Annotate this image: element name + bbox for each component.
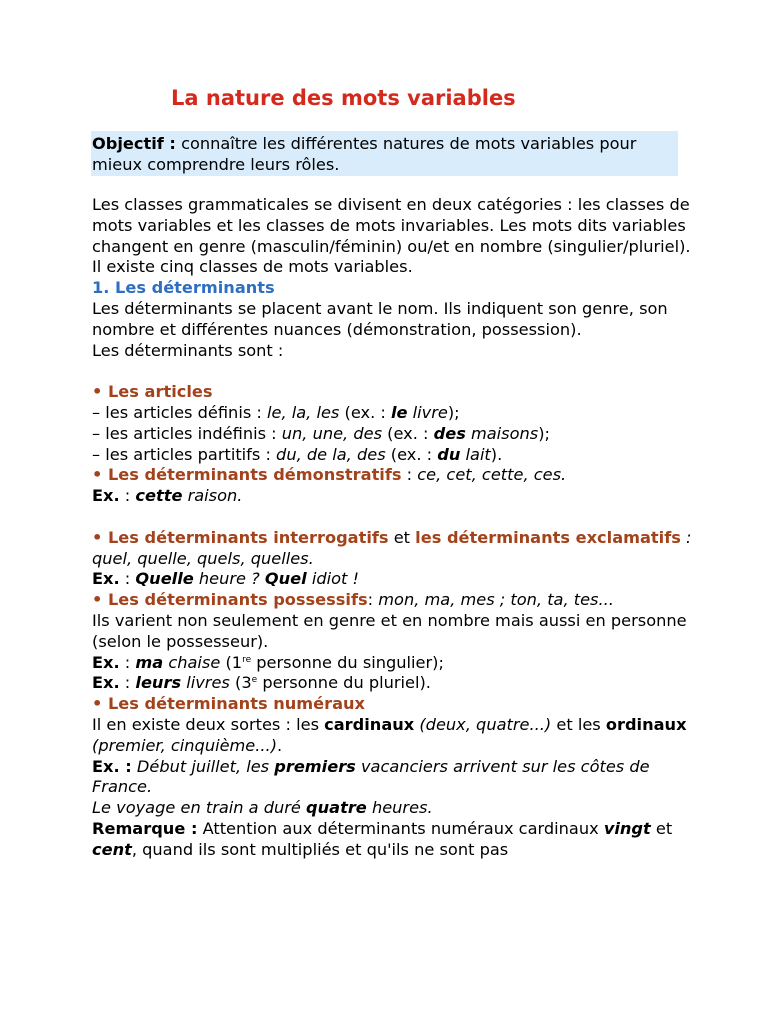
text: (ex. : xyxy=(339,402,391,422)
example-label: Ex. xyxy=(92,569,120,589)
page-title: La nature des mots variables xyxy=(171,86,516,110)
example-bold: quatre xyxy=(306,798,367,818)
example-italic: livres xyxy=(181,673,230,693)
example-bold: ma xyxy=(135,652,164,672)
text: ); xyxy=(447,402,460,422)
heading-interrogatifs: • Les déterminants interrogatifs xyxy=(92,527,389,547)
text: Attention aux déterminants numéraux cardinaux xyxy=(197,818,604,838)
italic-term: (premier, cinquième...) xyxy=(92,735,278,755)
text: et les xyxy=(551,714,606,734)
line-demonstratifs xyxy=(92,465,692,486)
text: ); xyxy=(538,423,550,443)
text: . xyxy=(277,735,283,755)
spacer xyxy=(92,361,692,382)
text: – les articles partitifs : xyxy=(92,444,277,464)
text: : xyxy=(119,569,136,589)
italic-term: (deux, quatre...) xyxy=(414,714,552,734)
example-italic: Le voyage en train a duré xyxy=(92,798,307,818)
example-bold: Quel xyxy=(264,569,307,589)
line-articles-indefinis xyxy=(92,424,692,445)
text: Il en existe deux sortes : les xyxy=(92,714,325,734)
example-italic: lait xyxy=(460,444,491,464)
text: : xyxy=(401,465,418,485)
example-demonstratifs xyxy=(92,486,692,507)
text: : xyxy=(119,486,136,506)
text: – les articles définis : xyxy=(92,402,267,422)
example-italic: heure ? xyxy=(193,569,265,589)
example-bold: Quelle xyxy=(135,569,194,589)
example-numeraux-2 xyxy=(92,798,692,819)
heading-demonstratifs: • Les déterminants démonstratifs xyxy=(92,465,402,485)
words: un, une, des xyxy=(281,423,383,443)
text: et xyxy=(388,527,416,547)
heading-articles: • Les articles xyxy=(92,382,213,402)
example-interrogatifs xyxy=(92,569,692,590)
example-bold: vingt xyxy=(603,818,651,838)
words: mon, ma, mes ; ton, ta, tes... xyxy=(378,590,614,610)
example-bold: cette xyxy=(135,486,183,506)
example-bold: premiers xyxy=(274,756,356,776)
text: personne du pluriel). xyxy=(257,673,431,693)
example-italic: vacanciers arrivent sur les côtes de France. xyxy=(92,756,650,797)
example-italic: raison. xyxy=(182,486,243,506)
numeraux-line-1 xyxy=(92,715,692,757)
text: ). xyxy=(490,444,503,464)
text: (ex. : xyxy=(382,423,434,443)
document-body xyxy=(92,195,692,861)
line-articles-definis xyxy=(92,403,692,424)
line-articles-partitifs xyxy=(92,445,692,466)
text: , quand ils sont multipliés et qu'ils ne sont pas xyxy=(131,839,509,859)
text: : xyxy=(367,590,379,610)
example-italic: heures. xyxy=(366,798,433,818)
remark-paragraph xyxy=(92,819,692,861)
bold-term: ordinaux xyxy=(605,714,687,734)
example-bold: du xyxy=(437,444,461,464)
possessifs-description: Ils varient non seulement en genre et en nombre mais aussi en personne (selon le possesseur). xyxy=(92,610,687,651)
objective-body: connaître les différentes natures de mots variables pour mieux comprendre leurs rôles. xyxy=(92,134,637,174)
example-bold: cent xyxy=(92,839,132,859)
words: le, la, les xyxy=(267,402,340,422)
heading-possessifs: • Les déterminants possessifs xyxy=(92,590,368,610)
text: : xyxy=(119,673,136,693)
example-italic: livre xyxy=(407,402,448,422)
text: et xyxy=(650,818,673,838)
superscript: e xyxy=(251,675,258,686)
spacer xyxy=(92,507,692,528)
intro-paragraph: Les classes grammaticales se divisent en deux catégories : les classes de mots variables et les classes de mots invariables. Les mots dits variables changent en genre (masculin/féminin) ou/et en nombre (singulier/pluriel). Il existe cinq classes de mots variables. xyxy=(92,195,691,277)
determinants-description: Les déterminants se placent avant le nom. Ils indiquent son genre, son nombre et différentes nuances (démonstration, possession). xyxy=(92,298,668,339)
example-possessifs-2 xyxy=(92,673,692,694)
bold-term: cardinaux xyxy=(324,714,415,734)
superscript: re xyxy=(242,654,252,665)
example-bold: le xyxy=(390,402,408,422)
text: personne du singulier); xyxy=(251,652,444,672)
heading-exclamatifs: les déterminants exclamatifs xyxy=(415,527,681,547)
words: : quel, quelle, quels, quelles. xyxy=(92,527,692,568)
example-label: Ex. xyxy=(92,673,120,693)
example-label: Ex. : xyxy=(92,756,132,776)
example-italic: chaise xyxy=(163,652,221,672)
example-italic: idiot ! xyxy=(306,569,359,589)
line-possessifs xyxy=(92,590,692,611)
example-bold: leurs xyxy=(135,673,182,693)
text: (3 xyxy=(229,673,252,693)
example-numeraux-1 xyxy=(92,757,692,799)
determinants-list-intro: Les déterminants sont : xyxy=(92,340,284,360)
example-italic: maisons xyxy=(465,423,539,443)
example-label: Ex. xyxy=(92,486,120,506)
text: (ex. : xyxy=(385,444,438,464)
remark-label: Remarque : xyxy=(92,818,198,838)
words: ce, cet, cette, ces. xyxy=(417,465,567,485)
objective-label: Objectif : xyxy=(92,134,176,153)
example-bold: des xyxy=(433,423,466,443)
section-heading-determinants: 1. Les déterminants xyxy=(92,278,275,298)
text: : xyxy=(119,652,136,672)
objective-text xyxy=(92,133,682,175)
words: du, de la, des xyxy=(276,444,386,464)
text: (1 xyxy=(220,652,243,672)
heading-numeraux: • Les déterminants numéraux xyxy=(92,694,365,714)
text: – les articles indéfinis : xyxy=(92,423,282,443)
example-italic: Début juillet, les xyxy=(131,756,275,776)
example-possessifs-1 xyxy=(92,653,692,674)
line-interrogatifs xyxy=(92,528,692,570)
example-label: Ex. xyxy=(92,652,120,672)
